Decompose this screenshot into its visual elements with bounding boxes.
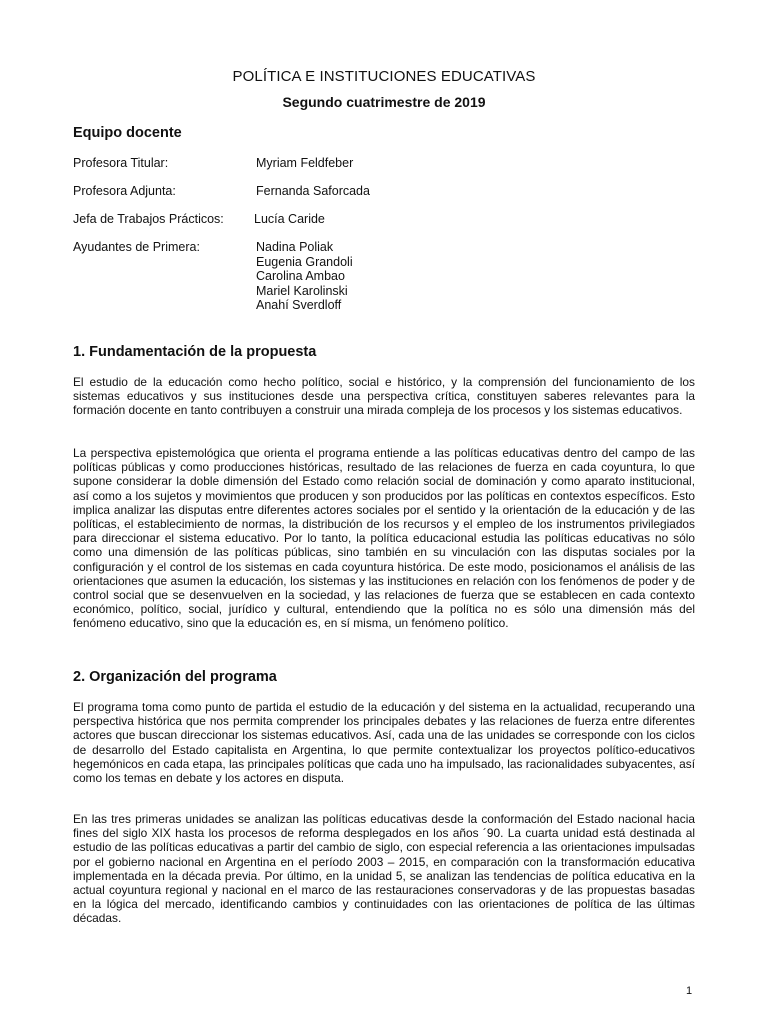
document-title: POLÍTICA E INSTITUCIONES EDUCATIVAS [232,68,536,85]
staff-role: Jefa de Trabajos Prácticos: [73,212,224,226]
staff-names [256,240,353,313]
section2-paragraph-1: El programa toma como punto de partida el estudio de la educación y del sistema en la actualidad, recuperando una perspectiva histórica que nos permita comprender los principales debates y las relaciones de fuerza entre diferentes actores que buscan direccionar los sistemas educativos. Así, cada una de las unidades se corresponde con los ciclos de desarrollo del Estado capitalista en Argentina, lo que permite contextualizar los proyectos político-educativos hegemónicos en cada etapa, las principales políticas que cada uno ha impulsado, las racionalidades subyacentes, así como los temas en debate y los actores en disputa. [73,700,696,786]
section1-paragraph-2: La perspectiva epistemológica que orienta el programa entiende a las políticas educativas dentro del campo de las políticas públicas y como producciones históricas, resultado de las relaciones de fuerza en cada coyuntura, lo que supone considerar la doble dimensión del Estado como relación social de dominación y como aparato institucional, así como a los sujetos y movimientos que producen y son producidos por las políticas en contextos específicos. Esto implica analizar las disputas entre diferentes actores sociales por el sentido y la orientación de la educación y de las políticas, el establecimiento de normas, la distribución de los recursos y el empleo de los instrumentos privilegiados para direccionar el sistema educativo. Por lo tanto, la política educacional estudia las políticas educativas no sólo como una dimensión de las políticas públicas, sino también en su vinculación con las disputas sociales por la configuración y el control de los sistemas en cada coyuntura histórica. De este modo, posicionamos el análisis de las orientaciones que asumen la educación, los sistemas y las instituciones en relación con los fenómenos de poder y de control social que se desenvuelven en la sociedad, y las relaciones de fuerza que se establecen en cada contexto económico, político, social, jurídico y cultural, entendiendo que la política no es sólo una dimensión más del fenómeno educativo, sino que la educación es, en sí misma, un fenómeno político. [73,446,695,631]
staff-name: Carolina Ambao [256,269,345,283]
section1-paragraph-1: El estudio de la educación como hecho político, social e histórico, y la comprensión del funcionamiento de los sistemas educativos y sus instituciones desde una perspectiva crítica, constituyen saberes relevantes para la formación docente en tanto contribuyen a construir una mirada compleja de los procesos y los sistemas educativos. [73,375,695,418]
staff-name: Lucía Caride [254,212,325,226]
staff-name: Mariel Karolinski [256,283,348,298]
document-subtitle: Segundo cuatrimestre de 2019 [282,94,486,110]
section1-heading: 1. Fundamentación de la propuesta [73,344,317,360]
section2-heading: 2. Organización del programa [73,669,277,685]
staff-name: Eugenia Grandoli [256,254,353,269]
staff-role: Profesora Titular: [73,156,169,170]
staff-role: Profesora Adjunta: [73,184,176,198]
staff-name: Anahí Sverdloff [256,298,342,312]
staff-name: Nadina Poliak [256,240,334,254]
staff-names [256,156,353,171]
staff-role: Ayudantes de Primera: [73,240,200,254]
staff-names [256,184,370,199]
staff-name: Fernanda Saforcada [256,184,370,198]
staff-names [254,212,325,227]
staff-heading: Equipo docente [73,125,182,141]
section2-paragraph-2: En las tres primeras unidades se analizan las políticas educativas desde la conformación del Estado nacional hacia fines del siglo XIX hasta los procesos de reforma desplegados en los años ´90. La cuarta unidad está destinada al estudio de las políticas educativas a partir del cambio de siglo, con especial referencia a las orientaciones impulsadas por el gobierno nacional en Argentina en el período 2003 – 2015, en comparación con la transformación educativa implementada en la década previa. Por último, en la unidad 5, se analizan las tendencias de política educativa en la actual coyuntura regional y nacional en el marco de las restauraciones conservadoras y de las propuestas basadas en la lógica del mercado, identificando cambios y continuidades con las orientaciones de política de las últimas décadas. [73,812,695,926]
page-number: 1 [686,985,693,997]
staff-name: Myriam Feldfeber [256,156,354,170]
